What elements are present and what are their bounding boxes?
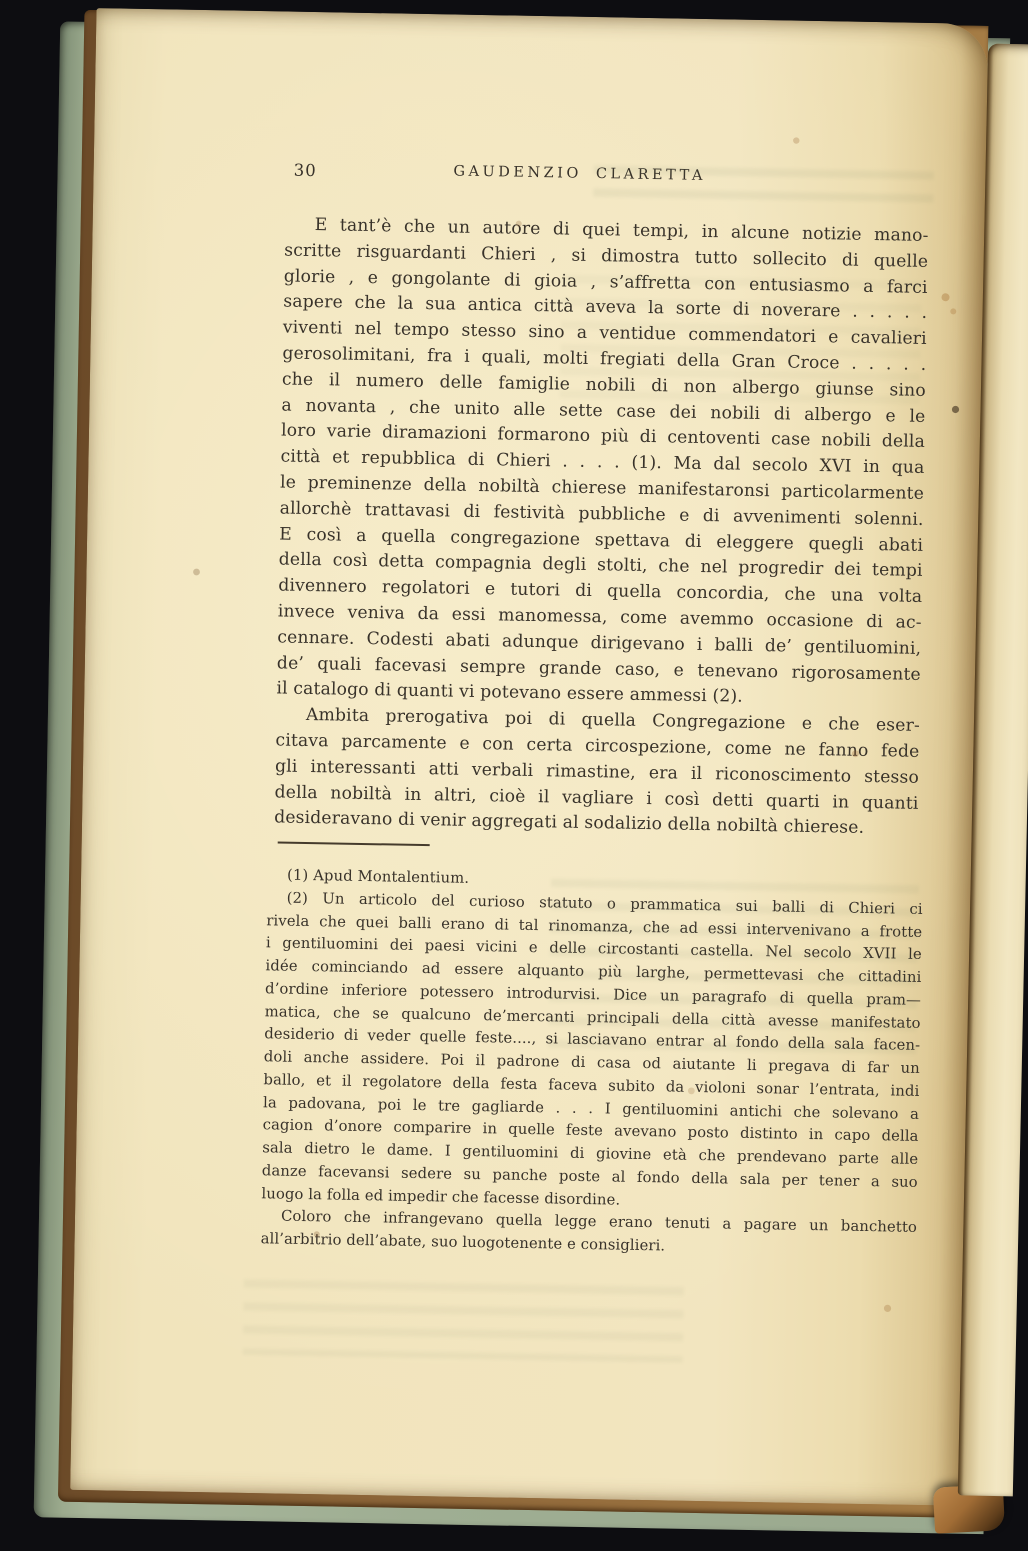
text-line: cagion d’onore comparire in quelle feste avevano posto distinto in capo della [262, 1116, 919, 1146]
text-line: della nobiltà in altri, cioè il vagliare i così detti quarti in quanti [274, 781, 919, 814]
text-line: i gentiluomini dei paesi vicini e delle circostanti castella. Nel secolo XVII le [265, 934, 922, 964]
text-line: desiderio di veder quelle feste...., si lasciavano entrar al fondo della sala facen- [264, 1025, 921, 1055]
text-line: gli interessanti atti verbali rimastine, era il riconoscimento stesso [274, 756, 920, 788]
running-header: GAUDENZIO CLARETTA [453, 163, 707, 184]
foxing-spots [96, 8, 100, 12]
text-line: a novanta , che unito alle sette case dei nobili di albergo e le [281, 395, 926, 427]
text-line: il catalogo di quanti vi potevano essere ammessi (2). [276, 678, 744, 708]
text-line: de’ quali facevasi sempre grande caso, e tenevano rigorosamente [276, 652, 921, 685]
text-line: luogo la folla ed impedir che facesse disordine. [261, 1184, 621, 1209]
text-line: invece veniva da essi manomessa, come avemmo occasione di ac- [277, 601, 922, 633]
text-line: loro varie diramazioni formarono più di centoventi case nobili della [280, 420, 926, 453]
show-through-stain [243, 1269, 684, 1363]
page-header [285, 161, 929, 196]
text-line: doli anche assidere. Poi il padrone di casa od aiutante li pregava di far un [263, 1048, 920, 1077]
text-line: rivela che quei balli erano di tal rinomanza, che ad essi intervenivano a frotte [266, 911, 923, 941]
text-line: E così a quella congregazione spettava di eleggere quegli abati [279, 524, 924, 556]
text-line: d’ordine inferiore potessero introdurvisi. Dice un paragrafo di quella pram— [264, 980, 922, 1009]
text-line: desideravano di venir aggregati al sodalizio della nobiltà chierese. [273, 807, 865, 839]
text-line: E tant’è che un autore di quei tempi, in alcune notizie mano- [314, 215, 929, 246]
text-line: matica, che se qualcuno de’mercanti principali della città avesse manifestato [264, 1002, 921, 1032]
text-line: all’arbitrio dell’abate, suo luogotenente e consiglieri. [260, 1230, 666, 1255]
main-text [274, 212, 929, 842]
text-line: che il numero delle famiglie nobili di non albergo giunse sino [281, 369, 927, 401]
text-line: danze facevansi sedere su panche poste al fondo della sala per tener a suo [261, 1161, 918, 1191]
text-line: allorchè trattavasi di festività pubbliche e di avvenimenti solenni. [279, 498, 924, 530]
text-line: (1) Apud Montalentium. [286, 866, 470, 887]
page-number: 30 [293, 160, 317, 181]
text-line: ballo, et il regolatore della festa faceva subito da violoni sonar l’entrata, indi [263, 1071, 920, 1100]
text-line: divennero regolatori e tutori di quella concordia, che una volta [278, 575, 923, 608]
text-line: sapere che la sua antica città aveva la sorte di noverare . . . . . [283, 291, 928, 324]
text-line: la padovana, poi le tre gagliarde . . . I gentiluomini antichi che solevano a [262, 1093, 920, 1123]
text-line: sala dietro le dame. I gentiluomini di giovine età che prendevano parte alle [262, 1139, 919, 1168]
text-line: Coloro che infrangevano quella legge erano tenuti a pagare un banchetto [280, 1207, 918, 1237]
text-line: della così detta compagnia degli stolti, che nel progredir dei tempi [278, 549, 923, 582]
footnote-separator [278, 841, 430, 846]
book [34, 7, 1013, 1536]
text-line: gerosolimitani, fra i quali, molti fregiati della Gran Croce . . . . . [282, 343, 927, 375]
footnotes [260, 864, 923, 1262]
text-line: le preminenze della nobiltà chierese manifestaronsi particolarmente [279, 472, 925, 504]
text-line: scritte risguardanti Chieri , si dimostra tutto sollecito di quelle [284, 240, 929, 272]
text-line: idée cominciando ad essere alquanto più larghe, permettevasi che cittadini [265, 957, 922, 986]
text-line: (2) Un articolo del curioso statuto o prammatica sui balli di Chieri ci [286, 889, 923, 918]
text-line: viventi nel tempo stesso sino a ventidue commendatori e cavalieri [282, 317, 927, 350]
text-line: cennare. Codesti abati adunque dirigevano i balli de’ gentiluomini, [277, 627, 922, 659]
book-page [70, 8, 988, 1506]
text-line: citava parcamente e con certa circospezione, come ne fanno fede [275, 730, 920, 762]
text-line: città et repubblica di Chieri . . . . (1). Ma dal secolo XVI in qua [280, 446, 925, 479]
text-line: Ambita prerogativa poi di quella Congregazione e che eser- [305, 705, 921, 737]
text-line: glorie , e gongolante di gioia , s’affretta con entusiasmo a farci [283, 266, 928, 298]
